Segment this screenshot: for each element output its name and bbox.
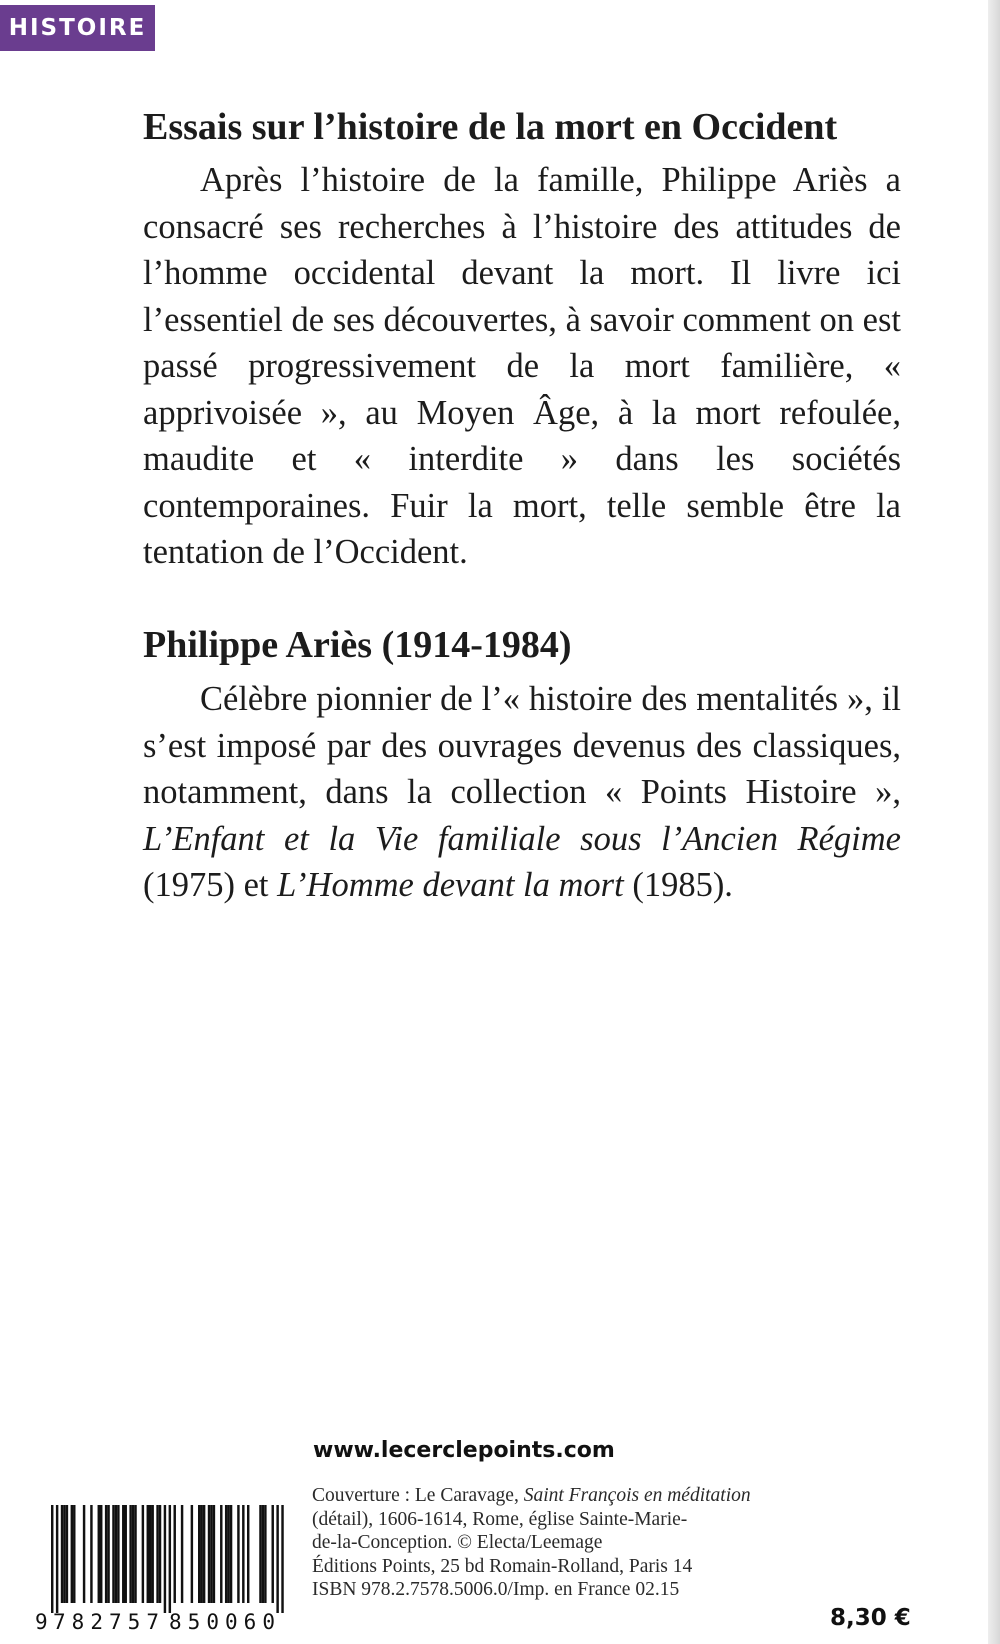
barcode-bar bbox=[191, 1505, 193, 1603]
barcode-bar bbox=[203, 1505, 205, 1603]
barcode-bar bbox=[129, 1505, 131, 1603]
barcode-bar bbox=[51, 1505, 53, 1613]
barcode-bar bbox=[115, 1505, 117, 1603]
barcode-right-digits: 850060 bbox=[169, 1610, 275, 1633]
barcode-bar bbox=[151, 1505, 153, 1603]
barcode-bars bbox=[51, 1505, 284, 1613]
barcode-bar bbox=[247, 1505, 249, 1603]
author-bio-paragraph bbox=[143, 676, 901, 909]
isbn-line: ISBN 978.2.7578.5006.0/Imp. en France 02.15 bbox=[312, 1579, 680, 1600]
barcode-bar bbox=[125, 1505, 127, 1603]
credits-line: Couverture : Le Caravage, Saint François en méditation bbox=[312, 1485, 751, 1506]
barcode-bar bbox=[142, 1505, 144, 1603]
barcode-bar bbox=[112, 1505, 114, 1603]
barcode-bar bbox=[208, 1505, 210, 1603]
barcode-bar bbox=[98, 1505, 100, 1603]
author-heading: Philippe Ariès (1914-1984) bbox=[143, 624, 572, 666]
book-title-homme: L’Homme devant la mort bbox=[277, 866, 624, 904]
barcode-bar bbox=[71, 1505, 73, 1603]
barcode-bar bbox=[147, 1505, 149, 1603]
barcode-bar bbox=[132, 1505, 134, 1603]
publisher-address: Éditions Points, 25 bd Romain-Rolland, Paris 14 bbox=[312, 1555, 693, 1577]
author-bio-end: (1985). bbox=[623, 866, 733, 904]
barcode-bar bbox=[210, 1505, 212, 1603]
barcode-bar bbox=[198, 1505, 200, 1603]
barcode-bar bbox=[200, 1505, 202, 1603]
barcode-bar bbox=[276, 1505, 278, 1613]
book-year-text: (1975) et bbox=[143, 866, 278, 904]
author-bio-text: Célèbre pionnier de l’« histoire des mentalités », il s’est imposé par des ouvrages devenus des classiques, notamment, dans la collection « Points Histoire », bbox=[143, 680, 901, 811]
barcode-bar bbox=[90, 1505, 92, 1603]
barcode-bar bbox=[56, 1505, 58, 1613]
barcode-bar bbox=[220, 1505, 222, 1603]
barcode-bar bbox=[107, 1505, 109, 1603]
barcode-bar bbox=[149, 1505, 151, 1603]
barcode-lead-digit: 9 bbox=[35, 1610, 48, 1633]
barcode-bar bbox=[227, 1505, 229, 1603]
credits-line: (détail), 1606-1614, Rome, église Sainte-Marie- bbox=[312, 1508, 688, 1530]
publisher-website: www.lecerclepoints.com bbox=[313, 1438, 615, 1463]
barcode-bar bbox=[181, 1505, 183, 1603]
barcode-bar bbox=[164, 1505, 166, 1613]
barcode-bar bbox=[225, 1505, 227, 1603]
barcode-bar bbox=[237, 1505, 239, 1603]
barcode-bar bbox=[281, 1505, 283, 1613]
painting-title: Saint François en méditation bbox=[523, 1485, 751, 1506]
book-title-heading: Essais sur l’histoire de la mort en Occident bbox=[143, 106, 838, 148]
barcode-bar bbox=[66, 1505, 68, 1603]
category-badge: HISTOIRE bbox=[0, 5, 155, 51]
book-summary-text: Après l’histoire de la famille, Philippe Ariès a consacré ses recherches à l’histoire des attitudes de l’homme occidental devant la mort. Il livre ici l’essentiel de ses découvertes, à savoir comment on est passé progressivement de la mort familière, « apprivoisée », au Moyen Âge, à la mort refoulée, maudite et « interdite » dans les sociétés contemporaines. Fuir la mort, telle semble être la tentation de l’Occident. bbox=[143, 161, 901, 571]
barcode-bar bbox=[213, 1505, 215, 1603]
barcode-bar bbox=[156, 1505, 158, 1603]
isbn-barcode bbox=[33, 1505, 288, 1633]
cover-credits bbox=[312, 1484, 812, 1602]
barcode-bar bbox=[100, 1505, 102, 1603]
barcode-bar bbox=[83, 1505, 85, 1603]
barcode-bar bbox=[105, 1505, 107, 1603]
barcode-bar bbox=[259, 1505, 261, 1603]
barcode-bar bbox=[262, 1505, 264, 1603]
barcode-bar bbox=[63, 1505, 65, 1603]
book-summary-paragraph bbox=[143, 157, 901, 576]
barcode-bar bbox=[264, 1505, 266, 1603]
barcode-bar bbox=[117, 1505, 119, 1603]
book-title-enfant: L’Enfant et la Vie familiale sous l’Ancien Régime bbox=[143, 819, 901, 858]
barcode-bar bbox=[61, 1505, 63, 1603]
cover-edge-shadow bbox=[988, 0, 1000, 1644]
barcode-bar bbox=[73, 1505, 75, 1603]
credits-line: de-la-Conception. © Electa/Leemage bbox=[312, 1532, 603, 1553]
barcode-bar bbox=[134, 1505, 136, 1603]
barcode-bar bbox=[230, 1505, 232, 1603]
barcode-bar bbox=[272, 1505, 274, 1603]
barcode-bar bbox=[122, 1505, 124, 1603]
barcode-bar bbox=[242, 1505, 244, 1603]
price-label: 8,30 € bbox=[830, 1605, 911, 1631]
barcode-bar bbox=[174, 1505, 176, 1603]
barcode-bar bbox=[169, 1505, 171, 1613]
barcode-bar bbox=[159, 1505, 161, 1603]
barcode-left-digits: 782757 bbox=[53, 1610, 159, 1633]
